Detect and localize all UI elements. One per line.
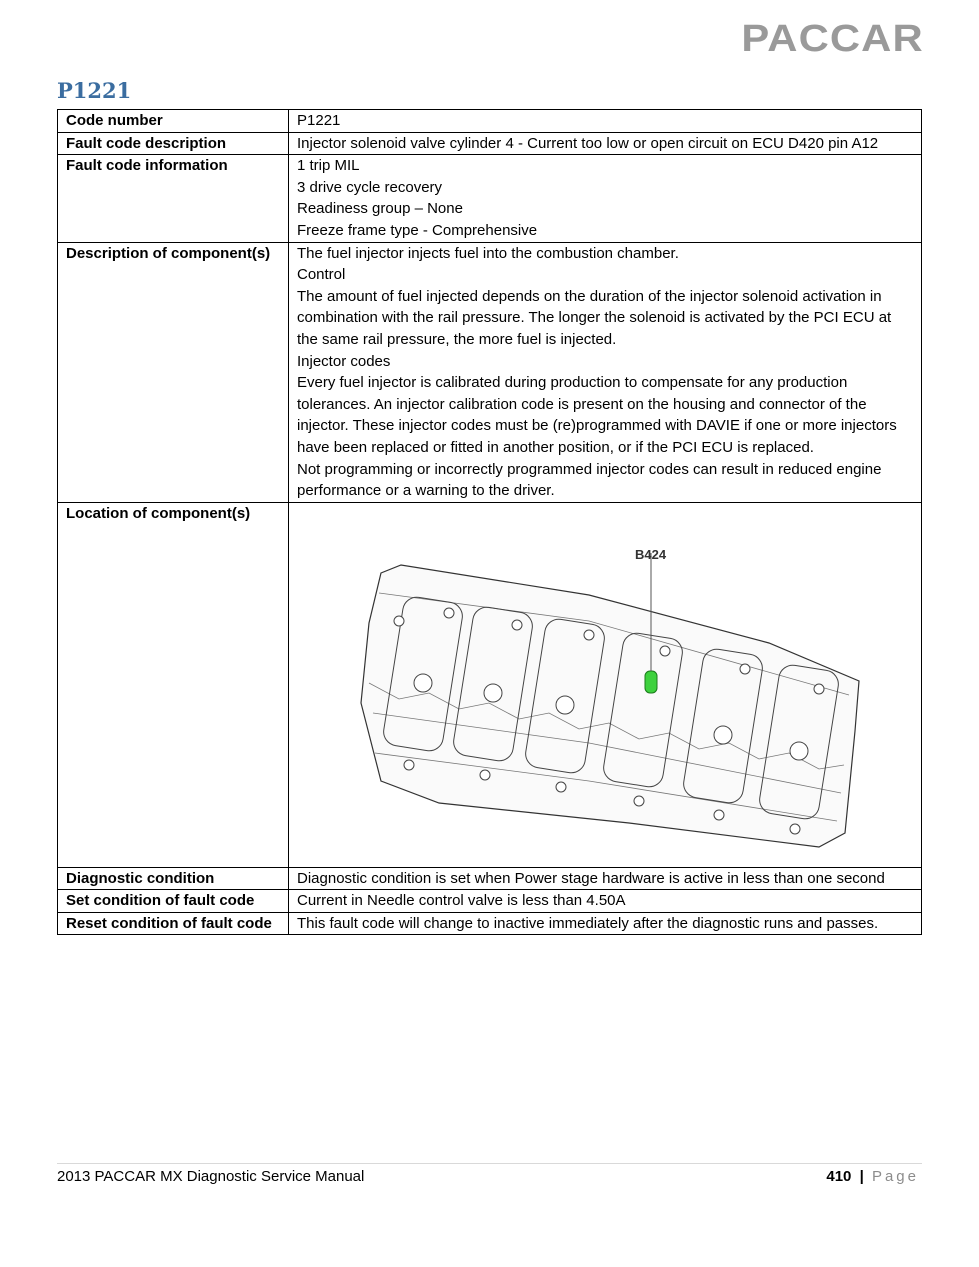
value-line: Diagnostic condition is set when Power stage hardware is active in less than one second [297,869,885,887]
page-title: P1221 [57,78,132,103]
page-word: Page [871,1168,919,1185]
table-row [58,502,922,867]
row-value [289,155,922,242]
row-label: Description of component(s) [58,242,289,502]
value-line: Freeze frame type - Comprehensive [297,221,538,239]
row-value [289,890,922,913]
value-line: Injector codes [297,352,391,370]
row-label: Fault code description [58,132,289,155]
table-row [58,912,922,935]
row-label: Fault code information [58,155,289,242]
row-label: Reset condition of fault code [58,912,289,935]
table-row [58,155,922,242]
row-value [289,132,922,155]
row-label: Location of component(s) [58,502,289,867]
paccar-logo: PACCAR [741,18,924,60]
footer-page-info [826,1168,919,1185]
fault-code-table [57,109,922,935]
table-row [58,867,922,890]
value-line: Injector solenoid valve cylinder 4 - Current too low or open circuit on ECU D420 pin A12 [297,134,879,152]
diagram-callout-label: B424 [635,546,667,562]
value-line: Current in Needle control valve is less than 4.50A [297,892,626,910]
value-line: P1221 [297,112,341,129]
row-value [289,867,922,890]
cylinder-head-diagram [289,503,921,867]
row-value [289,242,922,502]
row-value [289,110,922,133]
value-line: The fuel injector injects fuel into the combustion chamber. [297,244,679,262]
value-line: Readiness group – None [297,200,463,218]
table-row [58,132,922,155]
page-number: 410 [826,1168,852,1185]
value-line: Every fuel injector is calibrated during production to compensate for any production tolerances. An injector calibration code is present on the housing and connector of the injector. These injector codes must be (re)programmed with DAVIE if one or more injectors have been replaced or fitted in another position, or if the PCI ECU is replaced. [297,374,897,456]
cylinder-head-outline [361,565,859,847]
footer-manual-title: 2013 PACCAR MX Diagnostic Service Manual [57,1168,365,1185]
row-label: Set condition of fault code [58,890,289,913]
footer-divider [57,1163,922,1164]
value-line: Control [297,266,346,284]
value-line: This fault code will change to inactive immediately after the diagnostic runs and passes. [297,914,879,932]
component-diagram-cell [289,502,922,867]
table-row [58,110,922,133]
value-line: The amount of fuel injected depends on the duration of the injector solenoid activation in combination with the rail pressure. The longer the solenoid is activated by the PCI ECU at the same rail pressure, the more fuel is injected. [297,287,892,348]
row-label: Diagnostic condition [58,867,289,890]
table-row [58,890,922,913]
footer-separator: | [859,1168,864,1185]
table-row [58,242,922,502]
row-label: Code number [58,110,289,133]
value-line: 1 trip MIL [297,157,360,175]
value-line: Not programming or incorrectly programmed injector codes can result in reduced engine performance or a warning to the driver. [297,460,882,500]
row-value [289,912,922,935]
injector-b424-highlight [645,671,657,693]
value-line: 3 drive cycle recovery [297,178,443,196]
